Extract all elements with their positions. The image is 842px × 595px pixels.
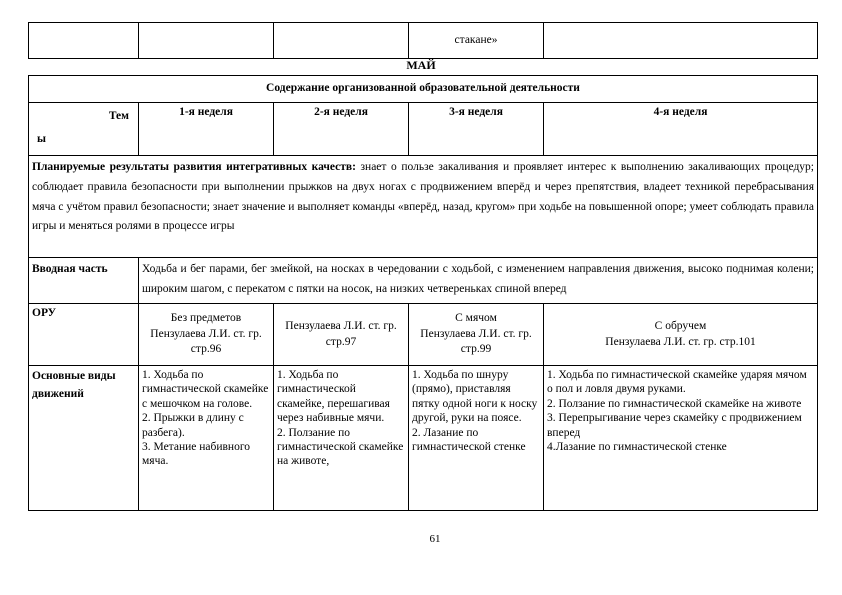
month-heading: МАЙ xyxy=(406,58,436,72)
header-week-3: 3-я неделя xyxy=(409,103,544,156)
header-themes-part2: ы xyxy=(37,133,46,145)
oru-row xyxy=(29,304,818,366)
intro-text: Ходьба и бег парами, бег змейкой, на носках в чередовании с ходьбой, с изменением направления движения, высоко поднимая колени; широким шагом, с перекатом с пятки на носок, на низких четвереньках спиной вперед xyxy=(139,258,818,304)
oru-week-4: С обручем Пензулаева Л.И. ст. гр. стр.101 xyxy=(544,304,818,366)
header-row xyxy=(29,103,818,156)
header-week-2: 2-я неделя xyxy=(274,103,409,156)
header-week-4: 4-я неделя xyxy=(544,103,818,156)
header-week-1: 1-я неделя xyxy=(139,103,274,156)
planned-results xyxy=(29,156,818,258)
movements-week-1: 1. Ходьба по гимнастической скамейке с мешочком на голове. 2. Прыжки в длину с разбега). 3. Метание набивного мяча. xyxy=(139,366,274,511)
oru-week-3: С мячом Пензулаева Л.И. ст. гр. стр.99 xyxy=(409,304,544,366)
intro-label: Вводная часть xyxy=(29,258,139,304)
oru-week-2: Пензулаева Л.И. ст. гр. стр.97 xyxy=(274,304,409,366)
table-cell: стакане» xyxy=(409,23,544,59)
table-cell xyxy=(544,23,818,59)
header-themes xyxy=(29,103,139,156)
table-cell xyxy=(139,23,274,59)
table-title: Содержание организованной образовательной деятельности xyxy=(29,76,818,103)
planned-results-label: Планируемые результаты развития интегративных качеств: xyxy=(32,161,356,173)
oru-week-1: Без предметов Пензулаева Л.И. ст. гр. стр.96 xyxy=(139,304,274,366)
table-row xyxy=(29,23,818,59)
movements-label: Основные виды движений xyxy=(29,366,139,511)
movements-week-4: 1. Ходьба по гимнастической скамейке ударяя мячом о пол и ловля двумя руками. 2. Ползание по гимнастической скамейке на животе 3. Перепрыгивание через скамейку с продвижением вперед 4.Лазание по гимнастической стенке xyxy=(544,366,818,511)
page-number: 61 xyxy=(429,533,441,545)
planned-results-row xyxy=(29,156,818,258)
table-title-row xyxy=(29,76,818,103)
intro-row xyxy=(29,258,818,304)
movements-week-2: 1. Ходьба по гимнастической скамейке, перешагивая через набивные мячи. 2. Ползание по гимнастической скамейке на животе, xyxy=(274,366,409,511)
header-themes-part1: Тем xyxy=(108,110,129,122)
table-cell xyxy=(274,23,409,59)
table-cell xyxy=(29,23,139,59)
plan-table xyxy=(28,75,818,511)
oru-label: ОРУ xyxy=(29,304,139,366)
movements-row xyxy=(29,366,818,511)
planned-results-text: знает о пользе закаливания и проявляет интерес к выполнению закаливающих процедур; соблюдает правила безопасности при выполнении прыжков на двух ногах с продвижением вперёд и через препятствия, владеет техникой перебрасывания мяча с учётом правил безопасности; знает значение и выполняет команды «вперёд, назад, кругом» при ходьбе на повышенной опоре; умеет соблюдать правила игры и меняться ролями в процессе игры xyxy=(32,161,815,233)
movements-week-3: 1. Ходьба по шнуру (прямо), приставляя пятку одной ноги к носку другой, руки на поясе. 2. Лазание по гимнастической стенке xyxy=(409,366,544,511)
previous-table-fragment xyxy=(28,22,818,59)
